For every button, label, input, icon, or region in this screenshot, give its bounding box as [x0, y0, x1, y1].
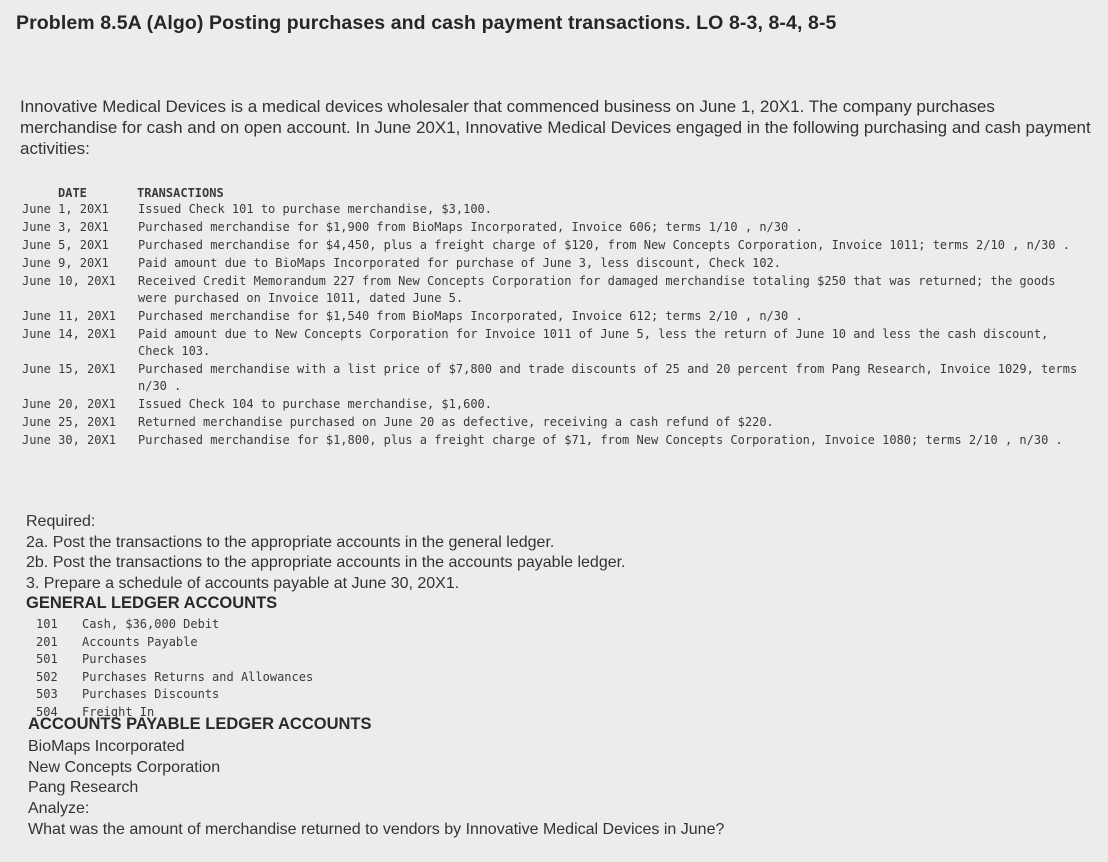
gl-account-number: 504 — [36, 704, 58, 719]
transaction-text: Purchased merchandise with a list price of $7,800 and trade discounts of 25 and 20 percent from Pang Research, Invoice 1029, terms n/30 . — [138, 362, 1078, 393]
transaction-date: June 11, 20X1 — [22, 309, 116, 323]
ap-account: Pang Research — [28, 779, 139, 796]
ap-ledger-list — [28, 737, 220, 799]
gl-account — [36, 669, 313, 687]
problem-title: Problem 8.5A (Algo) Posting purchases and cash payment transactions. LO 8-3, 8-4, 8-5 — [16, 12, 837, 34]
transaction-text: Paid amount due to New Concepts Corporation for Invoice 1011 of June 5, less the return of June 10 and less the cash discount, Check 103. — [138, 327, 1049, 358]
transaction-date: June 30, 20X1 — [22, 433, 116, 447]
transaction-text: Issued Check 101 to purchase merchandise, $3,100. — [138, 202, 493, 216]
transaction-text: Purchased merchandise for $1,800, plus a freight charge of $71, from New Concepts Corporation, Invoice 1080; terms 2/10 , n/30 . — [138, 433, 1063, 447]
gl-account — [36, 634, 313, 652]
required-section — [26, 512, 626, 594]
transaction-text: Purchased merchandise for $1,900 from BioMaps Incorporated, Invoice 606; terms 1/10 , n/30 . — [138, 220, 803, 234]
gl-account-number: 502 — [36, 669, 58, 684]
transaction-row — [22, 326, 1088, 360]
transaction-text: Purchased merchandise for $1,540 from BioMaps Incorporated, Invoice 612; terms 2/10 , n/30 . — [138, 309, 803, 323]
required-item: 2b. Post the transactions to the appropriate accounts in the accounts payable ledger. — [26, 554, 626, 571]
gl-account-number: 101 — [36, 617, 58, 631]
transaction-date: June 20, 20X1 — [22, 397, 116, 411]
transaction-text: Purchased merchandise for $4,450, plus a freight charge of $120, from New Concepts Corporation, Invoice 1011; terms 2/10 , n/30 . — [138, 238, 1070, 252]
gl-account-name: Purchases — [82, 652, 148, 666]
gl-account-name: Freight In — [82, 704, 155, 719]
problem-intro: Innovative Medical Devices is a medical devices wholesaler that commenced business on June 1, 20X1. The company purchases merchandise for cash and on open account. In June 20X1, Innovative Medical Devices engaged in the following purchasing and cash payment activities: — [20, 97, 1091, 158]
transaction-date: June 25, 20X1 — [22, 415, 116, 429]
transaction-row — [22, 219, 1088, 236]
transaction-text: Issued Check 104 to purchase merchandise, $1,600. — [138, 397, 493, 411]
transaction-date: June 15, 20X1 — [22, 362, 116, 376]
transaction-date: June 10, 20X1 — [22, 274, 116, 288]
gl-account — [36, 616, 313, 634]
required-item: 3. Prepare a schedule of accounts payable at June 30, 20X1. — [26, 574, 460, 592]
transaction-text: Paid amount due to BioMaps Incorporated for purchase of June 3, less discount, Check 102. — [138, 256, 781, 270]
gl-account-number: 201 — [36, 634, 58, 649]
transaction-row — [22, 201, 1088, 218]
transaction-row — [22, 237, 1088, 254]
analyze-heading: Analyze: — [28, 800, 90, 817]
gl-account-number: 503 — [36, 687, 58, 701]
gl-account-name: Purchases Returns and Allowances — [82, 669, 314, 684]
analyze-question: What was the amount of merchandise returned to vendors by Innovative Medical Devices in June? — [28, 820, 725, 838]
gl-account — [36, 651, 313, 669]
analyze-section — [28, 799, 724, 840]
transaction-row — [22, 361, 1088, 395]
transaction-row — [22, 414, 1088, 431]
transaction-date: June 1, 20X1 — [22, 202, 109, 216]
transaction-row — [22, 308, 1088, 325]
transaction-date: June 3, 20X1 — [22, 220, 109, 234]
gl-account-number: 501 — [36, 652, 58, 666]
transaction-text: Returned merchandise purchased on June 20 as defective, receiving a cash refund of $220. — [138, 415, 774, 429]
transaction-text: Received Credit Memorandum 227 from New Concepts Corporation for damaged merchandise totaling $250 that was returned; the goods were purchased on Invoice 1011, dated June 5. — [138, 274, 1056, 305]
transaction-date: June 14, 20X1 — [22, 327, 116, 341]
gl-account-name: Accounts Payable — [82, 634, 198, 649]
ap-ledger-heading: ACCOUNTS PAYABLE LEDGER ACCOUNTS — [28, 715, 372, 733]
general-ledger-list — [36, 616, 313, 721]
transactions-column-header: TRANSACTIONS — [137, 186, 224, 200]
gl-account-name: Purchases Discounts — [82, 687, 220, 701]
required-heading: Required: — [26, 513, 96, 530]
transactions-table-header — [22, 186, 1088, 201]
gl-account-name: Cash, $36,000 Debit — [82, 617, 220, 631]
transaction-row — [22, 255, 1088, 272]
ap-account: New Concepts Corporation — [28, 758, 221, 776]
transaction-date: June 9, 20X1 — [22, 256, 109, 270]
date-column-header: DATE — [58, 186, 87, 200]
required-item: 2a. Post the transactions to the appropriate accounts in the general ledger. — [26, 533, 555, 551]
transactions-table — [22, 186, 1088, 450]
gl-account — [36, 686, 313, 704]
transaction-row — [22, 396, 1088, 413]
ap-account: BioMaps Incorporated — [28, 738, 185, 755]
transaction-date: June 5, 20X1 — [22, 238, 109, 252]
transaction-row — [22, 432, 1088, 449]
transaction-row — [22, 273, 1088, 307]
general-ledger-heading: GENERAL LEDGER ACCOUNTS — [26, 594, 278, 612]
